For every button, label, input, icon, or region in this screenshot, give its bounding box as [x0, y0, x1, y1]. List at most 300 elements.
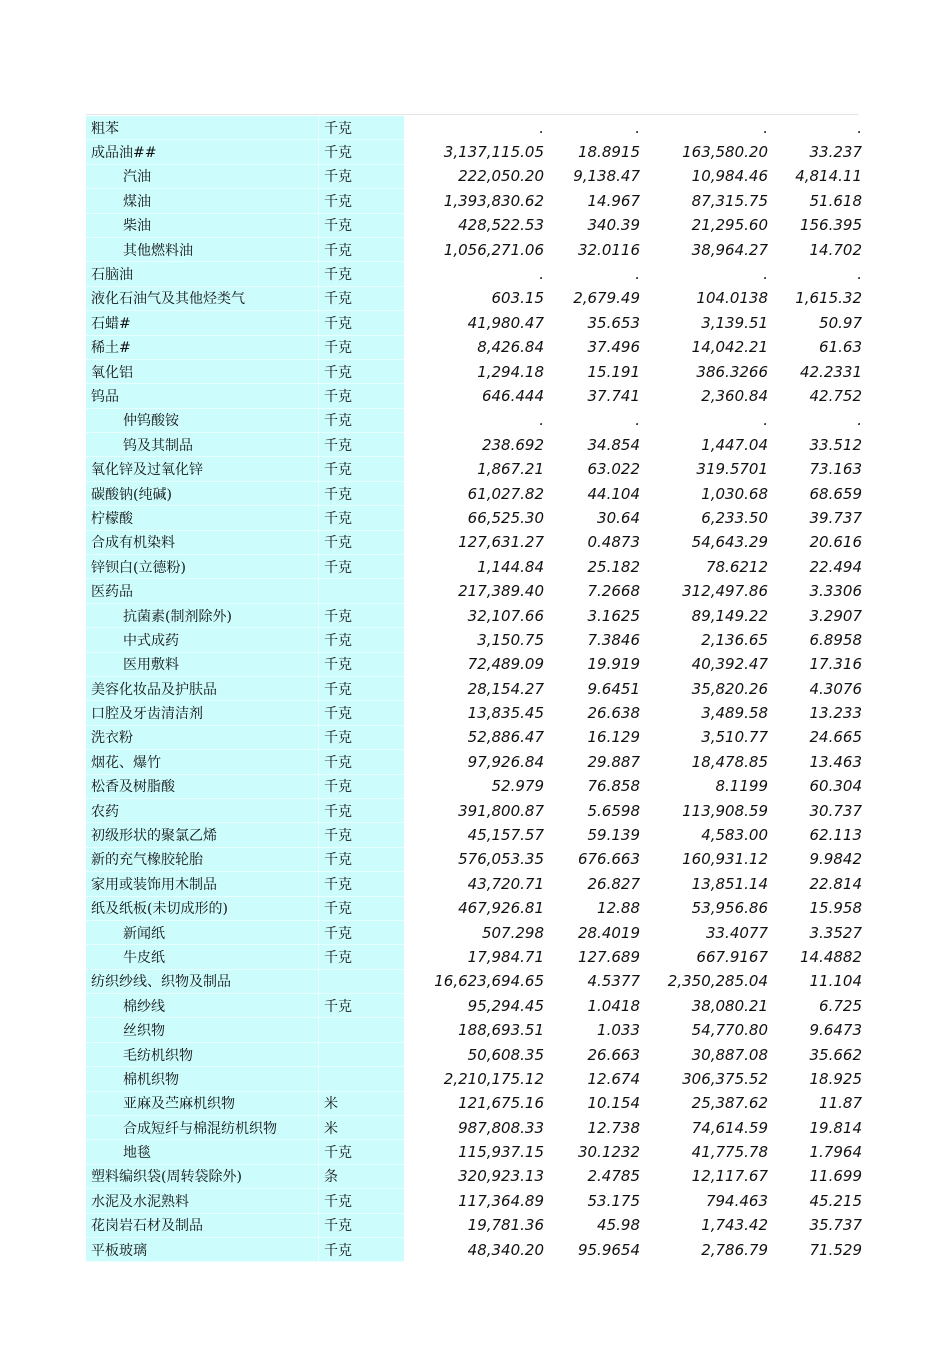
value-4-cell[interactable]: 60.304 — [809, 777, 862, 796]
value-2-cell[interactable]: 7.2668 — [587, 582, 640, 601]
item-name-cell[interactable]: 美容化妆品及护肤品 — [86, 676, 319, 700]
value-1-cell[interactable]: . — [539, 265, 544, 284]
value-1-cell[interactable]: 188,693.51 — [458, 1021, 544, 1040]
value-3-cell[interactable]: 25,387.62 — [691, 1094, 768, 1113]
value-4-cell[interactable]: 4.3076 — [809, 679, 862, 698]
table-row — [86, 872, 862, 896]
item-name-cell[interactable]: 农药 — [86, 798, 319, 822]
item-name-cell[interactable]: 其他燃料油 — [86, 237, 319, 261]
unit-cell[interactable]: 千克 — [319, 628, 405, 652]
item-name-cell[interactable]: 松香及树脂酸 — [86, 774, 319, 798]
value-3-cell[interactable]: 78.6212 — [705, 557, 768, 576]
unit-cell[interactable]: 千克 — [319, 555, 405, 579]
value-4-cell[interactable]: 3.3306 — [809, 582, 862, 601]
value-4-cell[interactable]: 20.616 — [809, 533, 862, 552]
item-name-cell[interactable]: 中式成药 — [86, 628, 319, 652]
value-2-cell[interactable]: 28.4019 — [577, 923, 640, 942]
value-4-cell[interactable]: 42.752 — [809, 386, 862, 405]
unit-cell[interactable]: 千克 — [319, 896, 405, 920]
unit-cell[interactable]: 米 — [319, 1091, 405, 1115]
value-1-cell[interactable]: 428,522.53 — [458, 216, 544, 235]
value-4-cell[interactable]: 50.97 — [819, 313, 862, 332]
unit-cell[interactable]: 千克 — [319, 530, 405, 554]
table-row — [86, 823, 862, 847]
value-3-cell[interactable]: 33.4077 — [705, 923, 768, 942]
value-2-cell[interactable]: 4.5377 — [587, 972, 640, 991]
item-name-cell[interactable]: 丝织物 — [86, 1018, 319, 1042]
value-4-cell[interactable]: 68.659 — [809, 484, 862, 503]
value-4-cell[interactable]: 13.233 — [809, 704, 862, 723]
value-1-cell[interactable]: 16,623,694.65 — [434, 972, 544, 991]
value-3-cell[interactable]: 667.9167 — [696, 947, 768, 966]
unit-cell[interactable]: 千克 — [319, 213, 405, 237]
value-4-cell[interactable]: 35.737 — [809, 1216, 862, 1235]
value-4-cell[interactable]: 11.699 — [809, 1167, 862, 1186]
value-4-cell[interactable]: 9.6473 — [809, 1021, 862, 1040]
item-name-cell[interactable]: 氧化铝 — [86, 359, 319, 383]
value-2-cell[interactable]: 2.4785 — [587, 1167, 640, 1186]
value-4-cell[interactable]: 11.104 — [809, 972, 862, 991]
value-4-cell[interactable]: 51.618 — [809, 191, 862, 210]
value-4-cell[interactable]: 61.63 — [819, 338, 862, 357]
value-4-cell[interactable]: . — [857, 118, 862, 137]
value-3-cell[interactable]: 54,643.29 — [691, 533, 768, 552]
value-4-cell[interactable]: 24.665 — [809, 728, 862, 747]
value-1-cell[interactable]: 1,056,271.06 — [443, 240, 544, 259]
value-4-cell[interactable]: 33.512 — [809, 435, 862, 454]
value-3-cell[interactable]: 2,786.79 — [701, 1240, 768, 1259]
value-1-cell[interactable]: 320,923.13 — [458, 1167, 544, 1186]
value-4-cell[interactable]: 33.237 — [809, 143, 862, 162]
value-3-cell[interactable]: 104.0138 — [696, 289, 768, 308]
value-2-cell[interactable]: 16.129 — [587, 728, 640, 747]
unit-cell[interactable]: 千克 — [319, 798, 405, 822]
value-1-cell[interactable]: 66,525.30 — [467, 508, 544, 527]
value-1-cell[interactable]: 2,210,175.12 — [443, 1069, 544, 1088]
unit-cell[interactable]: 千克 — [319, 433, 405, 457]
unit-cell[interactable]: 千克 — [319, 603, 405, 627]
value-2-cell[interactable]: 53.175 — [587, 1191, 640, 1210]
value-1-cell[interactable]: 95,294.45 — [467, 996, 544, 1015]
unit-cell[interactable]: 千克 — [319, 164, 405, 188]
value-2-cell[interactable]: 7.3846 — [587, 630, 640, 649]
value-2-cell[interactable]: 26.638 — [587, 704, 640, 723]
unit-cell[interactable]: 千克 — [319, 457, 405, 481]
item-name-cell[interactable]: 地毯 — [86, 1140, 319, 1164]
value-4-cell[interactable]: 30.737 — [809, 801, 862, 820]
unit-cell[interactable]: 千克 — [319, 1140, 405, 1164]
table-row — [86, 359, 862, 383]
value-1-cell[interactable]: 391,800.87 — [458, 801, 544, 820]
value-4-cell[interactable]: 6.725 — [819, 996, 862, 1015]
value-3-cell[interactable]: 35,820.26 — [691, 679, 768, 698]
value-2-cell[interactable]: 10.154 — [587, 1094, 640, 1113]
value-4-cell[interactable]: 22.494 — [809, 557, 862, 576]
item-name-cell[interactable]: 石蜡# — [86, 311, 319, 335]
value-1-cell[interactable]: 222,050.20 — [458, 167, 544, 186]
table-row — [86, 1140, 862, 1164]
value-2-cell[interactable]: 18.8915 — [577, 143, 640, 162]
item-name-cell[interactable]: 棉纱线 — [86, 994, 319, 1018]
item-name-cell[interactable]: 碳酸钠(纯碱) — [86, 481, 319, 505]
item-name-cell[interactable]: 抗菌素(制剂除外) — [86, 603, 319, 627]
value-2-cell[interactable]: 37.496 — [587, 338, 640, 357]
value-1-cell[interactable]: 50,608.35 — [467, 1045, 544, 1064]
value-3-cell[interactable]: . — [763, 265, 768, 284]
value-2-cell[interactable]: 340.39 — [587, 216, 640, 235]
value-1-cell[interactable]: 17,984.71 — [467, 947, 544, 966]
value-2-cell[interactable]: 12.738 — [587, 1118, 640, 1137]
value-3-cell[interactable]: 54,770.80 — [691, 1021, 768, 1040]
value-4-cell[interactable]: 42.2331 — [799, 362, 862, 381]
value-1-cell[interactable]: 127,631.27 — [458, 533, 544, 552]
value-3-cell[interactable]: . — [763, 411, 768, 430]
value-4-cell[interactable]: 14.702 — [809, 240, 862, 259]
item-name-cell[interactable]: 棉机织物 — [86, 1067, 319, 1091]
unit-cell[interactable]: 千克 — [319, 994, 405, 1018]
unit-cell[interactable]: 千克 — [319, 335, 405, 359]
value-2-cell[interactable]: 30.1232 — [577, 1143, 640, 1162]
value-1-cell[interactable]: 61,027.82 — [467, 484, 544, 503]
value-2-cell[interactable]: 0.4873 — [587, 533, 640, 552]
value-2-cell[interactable]: 676.663 — [577, 850, 640, 869]
value-3-cell[interactable]: 4,583.00 — [701, 826, 768, 845]
value-1-cell[interactable]: 45,157.57 — [467, 826, 544, 845]
unit-cell[interactable]: 千克 — [319, 1237, 405, 1261]
value-2-cell[interactable]: 15.191 — [587, 362, 640, 381]
value-3-cell[interactable]: 74,614.59 — [691, 1118, 768, 1137]
unit-cell[interactable]: 千克 — [319, 920, 405, 944]
value-2-cell[interactable]: 63.022 — [587, 460, 640, 479]
item-name-cell[interactable]: 柴油 — [86, 213, 319, 237]
value-3-cell[interactable]: 12,117.67 — [691, 1167, 768, 1186]
table-row — [86, 628, 862, 652]
value-2-cell[interactable]: . — [635, 118, 640, 137]
unit-cell[interactable]: 千克 — [319, 750, 405, 774]
value-2-cell[interactable]: 32.0116 — [577, 240, 640, 259]
item-name-cell[interactable]: 钨品 — [86, 384, 319, 408]
table-row — [86, 1067, 862, 1091]
item-name-cell[interactable]: 牛皮纸 — [86, 945, 319, 969]
item-name-cell[interactable]: 煤油 — [86, 189, 319, 213]
value-4-cell[interactable]: 19.814 — [809, 1118, 862, 1137]
value-4-cell[interactable]: . — [857, 411, 862, 430]
value-3-cell[interactable]: 30,887.08 — [691, 1045, 768, 1064]
item-name-cell[interactable]: 钨及其制品 — [86, 433, 319, 457]
value-4-cell[interactable]: 14.4882 — [799, 947, 862, 966]
value-1-cell[interactable]: 646.444 — [481, 386, 544, 405]
unit-cell[interactable]: 千克 — [319, 1213, 405, 1237]
value-1-cell[interactable]: 97,926.84 — [467, 752, 544, 771]
value-3-cell[interactable]: 21,295.60 — [691, 216, 768, 235]
value-1-cell[interactable]: 52,886.47 — [467, 728, 544, 747]
value-3-cell[interactable]: 1,030.68 — [701, 484, 768, 503]
value-3-cell[interactable]: 1,743.42 — [701, 1216, 768, 1235]
item-name-cell[interactable]: 毛纺机织物 — [86, 1042, 319, 1066]
value-3-cell[interactable]: 40,392.47 — [691, 655, 768, 674]
value-4-cell[interactable]: 1,615.32 — [795, 289, 862, 308]
unit-cell[interactable]: 千克 — [319, 701, 405, 725]
value-3-cell[interactable]: 113,908.59 — [682, 801, 768, 820]
table-row — [86, 457, 862, 481]
value-4-cell[interactable]: 15.958 — [809, 899, 862, 918]
item-name-cell[interactable]: 合成有机染料 — [86, 530, 319, 554]
value-1-cell[interactable]: 43,720.71 — [467, 874, 544, 893]
value-2-cell[interactable]: 9,138.47 — [573, 167, 640, 186]
item-name-cell[interactable]: 亚麻及苎麻机织物 — [86, 1091, 319, 1115]
unit-cell[interactable]: 千克 — [319, 481, 405, 505]
item-name-cell[interactable]: 纺织纱线、织物及制品 — [86, 969, 319, 993]
item-name-cell[interactable]: 柠檬酸 — [86, 506, 319, 530]
value-4-cell[interactable]: . — [857, 265, 862, 284]
unit-cell[interactable]: 千克 — [319, 945, 405, 969]
unit-cell[interactable]: 千克 — [319, 1189, 405, 1213]
value-4-cell[interactable]: 18.925 — [809, 1069, 862, 1088]
item-name-cell[interactable]: 烟花、爆竹 — [86, 750, 319, 774]
value-3-cell[interactable]: 87,315.75 — [691, 191, 768, 210]
item-name-cell[interactable]: 口腔及牙齿清洁剂 — [86, 701, 319, 725]
value-2-cell[interactable]: 44.104 — [587, 484, 640, 503]
item-name-cell[interactable]: 仲钨酸铵 — [86, 408, 319, 432]
table-row — [86, 798, 862, 822]
value-3-cell[interactable]: 794.463 — [705, 1191, 768, 1210]
value-3-cell[interactable]: 2,350,285.04 — [667, 972, 768, 991]
unit-cell[interactable]: 千克 — [319, 872, 405, 896]
value-1-cell[interactable]: 48,340.20 — [467, 1240, 544, 1259]
value-4-cell[interactable]: 1.7964 — [809, 1143, 862, 1162]
value-1-cell[interactable]: 1,294.18 — [477, 362, 544, 381]
unit-cell[interactable]: 千克 — [319, 506, 405, 530]
item-name-cell[interactable]: 汽油 — [86, 164, 319, 188]
value-1-cell[interactable]: 1,867.21 — [477, 460, 544, 479]
item-name-cell[interactable]: 成品油## — [86, 140, 319, 164]
value-2-cell[interactable]: 30.64 — [597, 508, 640, 527]
value-3-cell[interactable]: 89,149.22 — [691, 606, 768, 625]
value-1-cell[interactable]: 117,364.89 — [458, 1191, 544, 1210]
value-2-cell[interactable]: 127.689 — [577, 947, 640, 966]
value-2-cell[interactable]: 37.741 — [587, 386, 640, 405]
value-1-cell[interactable]: 603.15 — [491, 289, 544, 308]
value-3-cell[interactable]: 3,510.77 — [701, 728, 768, 747]
table-row — [86, 335, 862, 359]
value-2-cell[interactable]: 3.1625 — [587, 606, 640, 625]
value-3-cell[interactable]: 41,775.78 — [691, 1143, 768, 1162]
value-1-cell[interactable]: 41,980.47 — [467, 313, 544, 332]
unit-cell[interactable]: 千克 — [319, 774, 405, 798]
table-row — [86, 1042, 862, 1066]
sheet-top-rule — [86, 114, 858, 115]
value-4-cell[interactable]: 22.814 — [809, 874, 862, 893]
value-1-cell[interactable]: . — [539, 118, 544, 137]
item-name-cell[interactable]: 新的充气橡胶轮胎 — [86, 847, 319, 871]
value-3-cell[interactable]: 3,139.51 — [701, 313, 768, 332]
value-4-cell[interactable]: 17.316 — [809, 655, 862, 674]
unit-cell[interactable]: 千克 — [319, 286, 405, 310]
item-name-cell[interactable]: 纸及纸板(未切成形的) — [86, 896, 319, 920]
value-3-cell[interactable]: 319.5701 — [696, 460, 768, 479]
value-4-cell[interactable]: 3.2907 — [809, 606, 862, 625]
value-3-cell[interactable]: 160,931.12 — [682, 850, 768, 869]
item-name-cell[interactable]: 塑料编织袋(周转袋除外) — [86, 1164, 319, 1188]
item-name-cell[interactable]: 初级形状的聚氯乙烯 — [86, 823, 319, 847]
table-row — [86, 1213, 862, 1237]
value-2-cell[interactable]: 26.663 — [587, 1045, 640, 1064]
value-2-cell[interactable]: 2,679.49 — [573, 289, 640, 308]
value-1-cell[interactable]: 3,137,115.05 — [443, 143, 544, 162]
value-1-cell[interactable]: 115,937.15 — [458, 1143, 544, 1162]
value-3-cell[interactable]: . — [763, 118, 768, 137]
value-1-cell[interactable]: . — [539, 411, 544, 430]
unit-cell[interactable]: 千克 — [319, 847, 405, 871]
value-1-cell[interactable]: 217,389.40 — [458, 582, 544, 601]
unit-cell[interactable]: 千克 — [319, 262, 405, 286]
value-3-cell[interactable]: 306,375.52 — [682, 1069, 768, 1088]
value-3-cell[interactable]: 38,080.21 — [691, 996, 768, 1015]
value-3-cell[interactable]: 53,956.86 — [691, 899, 768, 918]
item-name-cell[interactable]: 水泥及水泥熟料 — [86, 1189, 319, 1213]
unit-cell[interactable]: 千克 — [319, 116, 405, 140]
unit-cell[interactable]: 千克 — [319, 359, 405, 383]
value-3-cell[interactable]: 1,447.04 — [701, 435, 768, 454]
item-name-cell[interactable]: 粗苯 — [86, 116, 319, 140]
unit-cell[interactable]: 千克 — [319, 384, 405, 408]
unit-cell[interactable] — [319, 969, 405, 993]
unit-cell[interactable]: 千克 — [319, 725, 405, 749]
item-name-cell[interactable]: 花岗岩石材及制品 — [86, 1213, 319, 1237]
unit-cell[interactable]: 千克 — [319, 652, 405, 676]
item-name-cell[interactable]: 合成短纤与棉混纺机织物 — [86, 1116, 319, 1140]
value-2-cell[interactable]: 1.0418 — [587, 996, 640, 1015]
value-2-cell[interactable]: . — [635, 411, 640, 430]
value-4-cell[interactable]: 3.3527 — [809, 923, 862, 942]
table-row — [86, 213, 862, 237]
value-4-cell[interactable]: 35.662 — [809, 1045, 862, 1064]
value-3-cell[interactable]: 312,497.86 — [682, 582, 768, 601]
table-body — [86, 116, 862, 1262]
value-1-cell[interactable]: 121,675.16 — [458, 1094, 544, 1113]
table-row — [86, 969, 862, 993]
value-1-cell[interactable]: 467,926.81 — [458, 899, 544, 918]
value-1-cell[interactable]: 13,835.45 — [467, 704, 544, 723]
value-4-cell[interactable]: 6.8958 — [809, 630, 862, 649]
item-name-cell[interactable]: 氧化锌及过氧化锌 — [86, 457, 319, 481]
unit-cell[interactable]: 米 — [319, 1116, 405, 1140]
value-4-cell[interactable]: 71.529 — [809, 1240, 862, 1259]
item-name-cell[interactable]: 石脑油 — [86, 262, 319, 286]
unit-cell[interactable]: 千克 — [319, 237, 405, 261]
value-2-cell[interactable]: 95.9654 — [577, 1240, 640, 1259]
value-1-cell[interactable]: 28,154.27 — [467, 679, 544, 698]
item-name-cell[interactable]: 液化石油气及其他烃类气 — [86, 286, 319, 310]
item-name-cell[interactable]: 医药品 — [86, 579, 319, 603]
value-1-cell[interactable]: 72,489.09 — [467, 655, 544, 674]
item-name-cell[interactable]: 新闻纸 — [86, 920, 319, 944]
value-2-cell[interactable]: 12.88 — [597, 899, 640, 918]
item-name-cell[interactable]: 家用或装饰用木制品 — [86, 872, 319, 896]
value-2-cell[interactable]: 14.967 — [587, 191, 640, 210]
unit-cell[interactable]: 千克 — [319, 311, 405, 335]
value-2-cell[interactable]: 5.6598 — [587, 801, 640, 820]
unit-cell[interactable] — [319, 579, 405, 603]
value-2-cell[interactable]: 59.139 — [587, 826, 640, 845]
item-name-cell[interactable]: 稀土# — [86, 335, 319, 359]
value-4-cell[interactable]: 9.9842 — [809, 850, 862, 869]
unit-cell[interactable]: 千克 — [319, 676, 405, 700]
data-table — [86, 116, 862, 1262]
value-1-cell[interactable]: 19,781.36 — [467, 1216, 544, 1235]
value-4-cell[interactable]: 62.113 — [809, 826, 862, 845]
value-3-cell[interactable]: 3,489.58 — [701, 704, 768, 723]
value-3-cell[interactable]: 14,042.21 — [691, 338, 768, 357]
value-1-cell[interactable]: 987,808.33 — [458, 1118, 544, 1137]
unit-cell[interactable]: 条 — [319, 1164, 405, 1188]
value-3-cell[interactable]: 8.1199 — [715, 777, 768, 796]
unit-cell[interactable] — [319, 1042, 405, 1066]
value-2-cell[interactable]: 45.98 — [597, 1216, 640, 1235]
value-2-cell[interactable]: . — [635, 265, 640, 284]
value-1-cell[interactable]: 32,107.66 — [467, 606, 544, 625]
value-1-cell[interactable]: 1,144.84 — [477, 557, 544, 576]
value-2-cell[interactable]: 34.854 — [587, 435, 640, 454]
unit-cell[interactable] — [319, 1018, 405, 1042]
value-2-cell[interactable]: 1.033 — [597, 1021, 640, 1040]
value-4-cell[interactable]: 4,814.11 — [795, 167, 862, 186]
item-name-cell[interactable]: 医用敷料 — [86, 652, 319, 676]
table-row — [86, 1237, 862, 1261]
value-3-cell[interactable]: 10,984.46 — [691, 167, 768, 186]
value-1-cell[interactable]: 1,393,830.62 — [443, 191, 544, 210]
value-2-cell[interactable]: 35.653 — [587, 313, 640, 332]
value-3-cell[interactable]: 2,360.84 — [701, 386, 768, 405]
value-2-cell[interactable]: 25.182 — [587, 557, 640, 576]
value-3-cell[interactable]: 386.3266 — [696, 362, 768, 381]
unit-cell[interactable]: 千克 — [319, 189, 405, 213]
value-2-cell[interactable]: 26.827 — [587, 874, 640, 893]
value-1-cell[interactable]: 3,150.75 — [477, 630, 544, 649]
value-1-cell[interactable]: 52.979 — [491, 777, 544, 796]
value-1-cell[interactable]: 238.692 — [481, 435, 544, 454]
value-2-cell[interactable]: 29.887 — [587, 752, 640, 771]
unit-cell[interactable] — [319, 1067, 405, 1091]
item-name-cell[interactable]: 洗衣粉 — [86, 725, 319, 749]
value-1-cell[interactable]: 8,426.84 — [477, 338, 544, 357]
unit-cell[interactable]: 千克 — [319, 140, 405, 164]
value-3-cell[interactable]: 13,851.14 — [691, 874, 768, 893]
value-3-cell[interactable]: 2,136.65 — [701, 630, 768, 649]
value-4-cell[interactable]: 39.737 — [809, 508, 862, 527]
item-name-cell[interactable]: 平板玻璃 — [86, 1237, 319, 1261]
item-name-cell[interactable]: 锌钡白(立德粉) — [86, 555, 319, 579]
value-4-cell[interactable]: 11.87 — [819, 1094, 862, 1113]
value-2-cell[interactable]: 76.858 — [587, 777, 640, 796]
value-2-cell[interactable]: 9.6451 — [587, 679, 640, 698]
value-3-cell[interactable]: 18,478.85 — [691, 752, 768, 771]
table-row — [86, 994, 862, 1018]
value-3-cell[interactable]: 6,233.50 — [701, 508, 768, 527]
value-4-cell[interactable]: 45.215 — [809, 1191, 862, 1210]
value-4-cell[interactable]: 73.163 — [809, 460, 862, 479]
value-2-cell[interactable]: 19.919 — [587, 655, 640, 674]
value-1-cell[interactable]: 507.298 — [481, 923, 544, 942]
value-3-cell[interactable]: 163,580.20 — [682, 143, 768, 162]
value-1-cell[interactable]: 576,053.35 — [458, 850, 544, 869]
unit-cell[interactable]: 千克 — [319, 823, 405, 847]
value-3-cell[interactable]: 38,964.27 — [691, 240, 768, 259]
value-4-cell[interactable]: 13.463 — [809, 752, 862, 771]
value-4-cell[interactable]: 156.395 — [799, 216, 862, 235]
value-2-cell[interactable]: 12.674 — [587, 1069, 640, 1088]
unit-cell[interactable]: 千克 — [319, 408, 405, 432]
